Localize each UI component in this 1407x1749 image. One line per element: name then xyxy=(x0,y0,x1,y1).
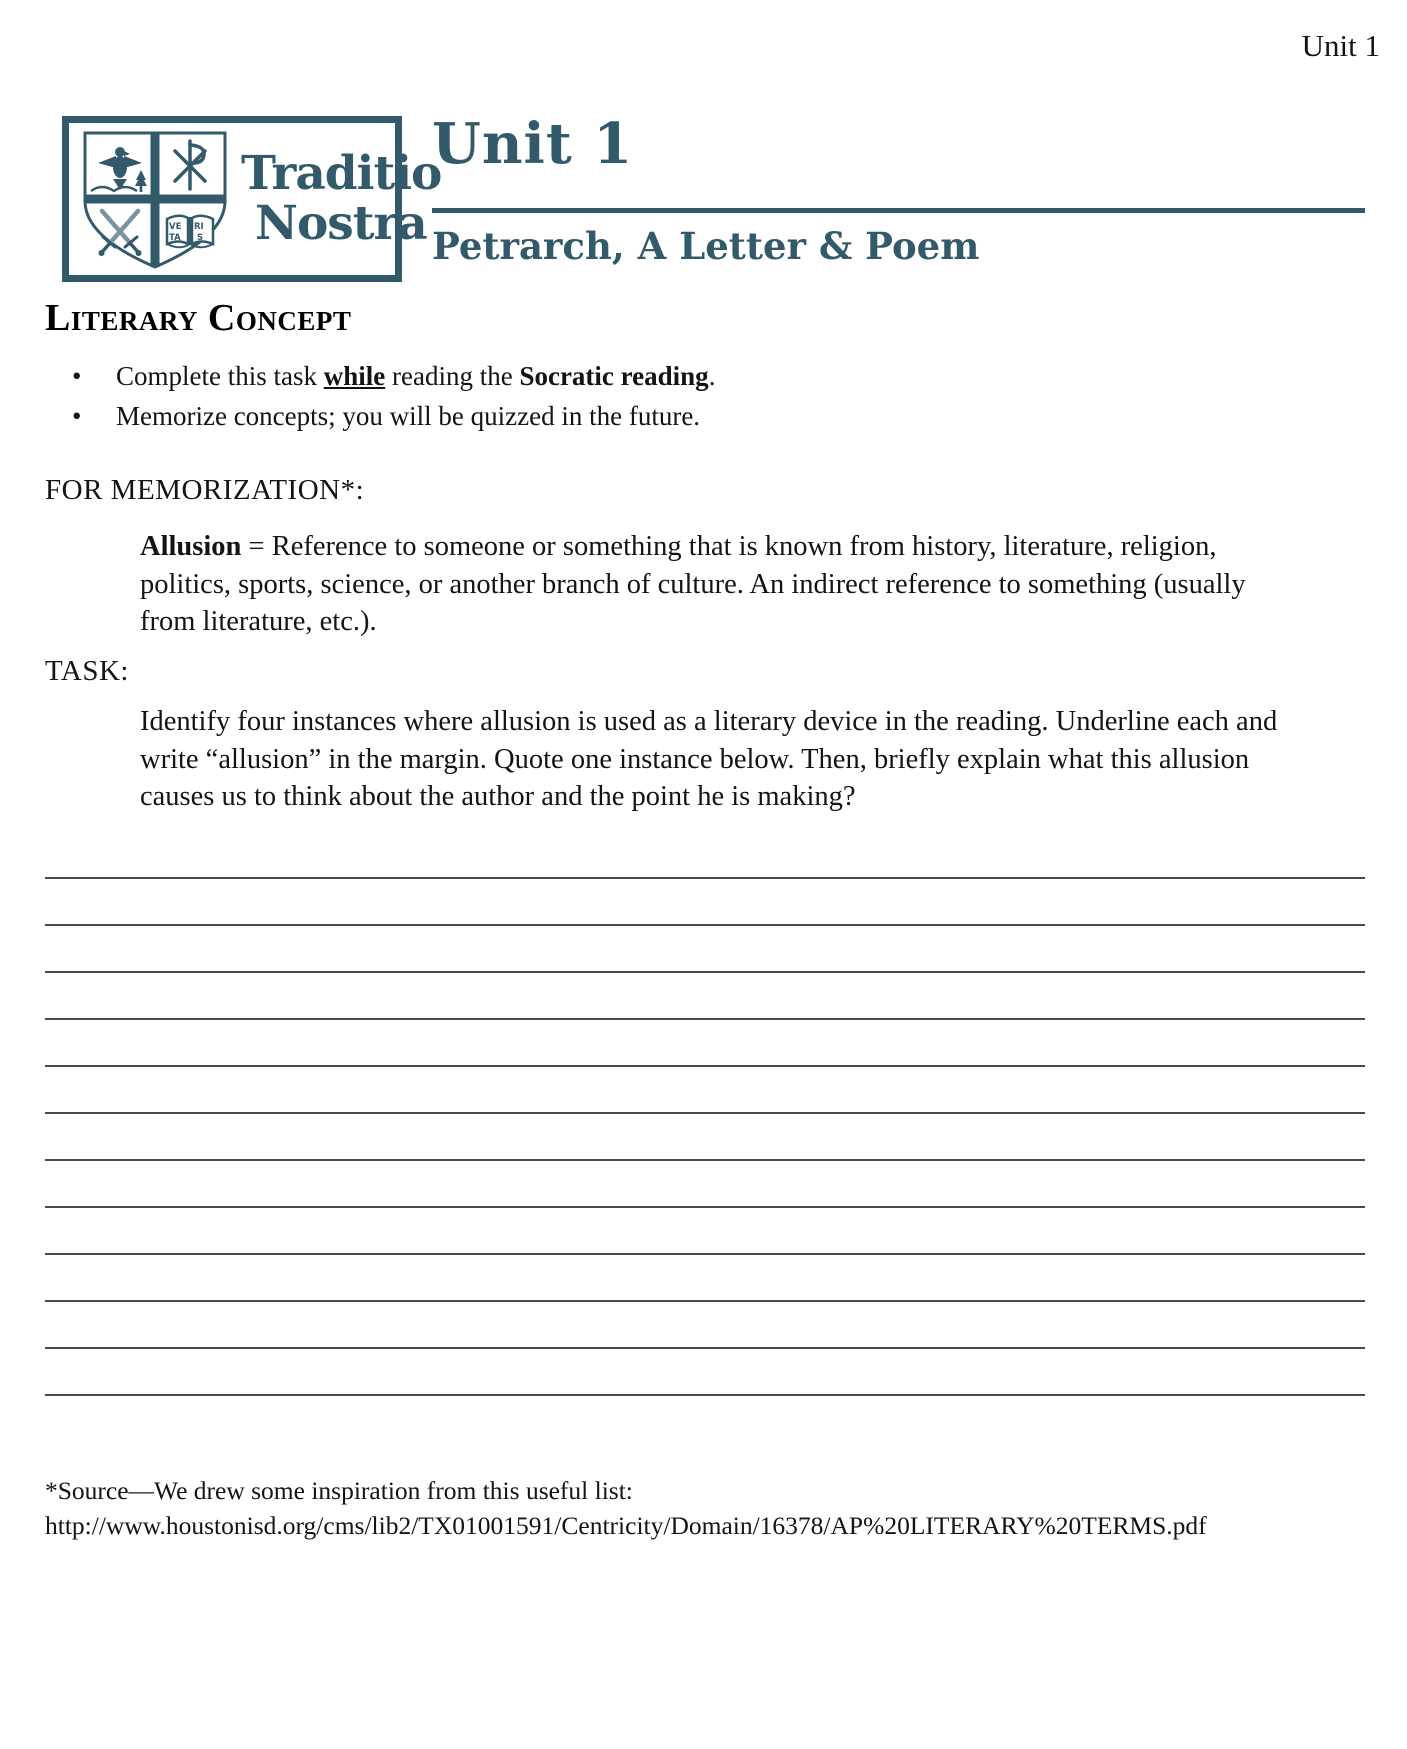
logo-wordmark xyxy=(241,146,442,251)
answer-line xyxy=(45,1114,1365,1161)
footer-source xyxy=(45,1474,1365,1543)
motto-text: S xyxy=(197,233,204,243)
bullet-item-memorize xyxy=(72,396,1347,436)
school-logo xyxy=(62,116,442,282)
bullet-text-emphasis: while xyxy=(323,361,386,391)
answer-line xyxy=(45,832,1365,879)
term-allusion: Allusion xyxy=(140,531,242,562)
motto-text: VE xyxy=(169,222,182,232)
equals-sign: = xyxy=(248,531,265,562)
bullet-text: Memorize concepts; you will be quizzed in the future. xyxy=(116,401,701,431)
source-url: http://www.houstonisd.org/cms/lib2/TX01001591/Centricity/Domain/16378/AP%20LITERARY%20TERMS.pdf xyxy=(45,1510,1207,1540)
answer-line xyxy=(45,1302,1365,1349)
answer-line xyxy=(45,1020,1365,1067)
motto-text: TA xyxy=(169,233,181,243)
answer-line xyxy=(45,1067,1365,1114)
motto-text: RI xyxy=(194,222,204,232)
page-corner-unit-label: Unit 1 xyxy=(1301,28,1380,63)
task-label: TASK: xyxy=(45,655,129,687)
answer-line xyxy=(45,879,1365,926)
task-instructions: Identify four instances where allusion is used as a literary device in the reading. Underline each and write “allusion” in the margin. Quote one instance below. Then, briefly explain what this allusion causes us to think about the author and the point he is making? xyxy=(140,706,1278,812)
title-block xyxy=(432,111,1365,268)
open-book-icon xyxy=(167,216,213,248)
instruction-bullet-list xyxy=(72,356,1347,436)
allusion-definition xyxy=(140,528,1280,641)
unit-subtitle: Petrarch, A Letter & Poem xyxy=(432,224,980,268)
crest-shield-icon xyxy=(71,123,239,275)
logo-word-nostra: Nostra xyxy=(255,196,427,251)
definition-text: Reference to someone or something that is known from history, literature, religion, politics, sports, science, or another branch of culture. An indirect reference to something (usually from literature, etc.). xyxy=(140,531,1246,637)
bullet-text-bold: Socratic reading xyxy=(519,361,709,391)
bullet-text: Complete this task xyxy=(116,361,324,391)
bullet-text: . xyxy=(708,361,716,391)
source-note: *Source—We drew some inspiration from this useful list: xyxy=(45,1476,633,1505)
answer-lines xyxy=(45,832,1365,1396)
unit-title: Unit 1 xyxy=(432,111,634,177)
header xyxy=(62,111,1365,282)
bullet-text: reading the xyxy=(385,361,520,391)
title-divider xyxy=(432,208,1365,213)
logo-word-traditio: Traditio xyxy=(241,146,442,202)
answer-line xyxy=(45,973,1365,1020)
answer-line xyxy=(45,926,1365,973)
answer-line xyxy=(45,1161,1365,1208)
section-heading-literary-concept: Literary Concept xyxy=(45,297,352,339)
answer-line xyxy=(45,1208,1365,1255)
answer-line xyxy=(45,1349,1365,1396)
for-memorization-label: FOR MEMORIZATION*: xyxy=(45,474,365,506)
answer-line xyxy=(45,1255,1365,1302)
bullet-item-complete-task xyxy=(72,356,1347,396)
